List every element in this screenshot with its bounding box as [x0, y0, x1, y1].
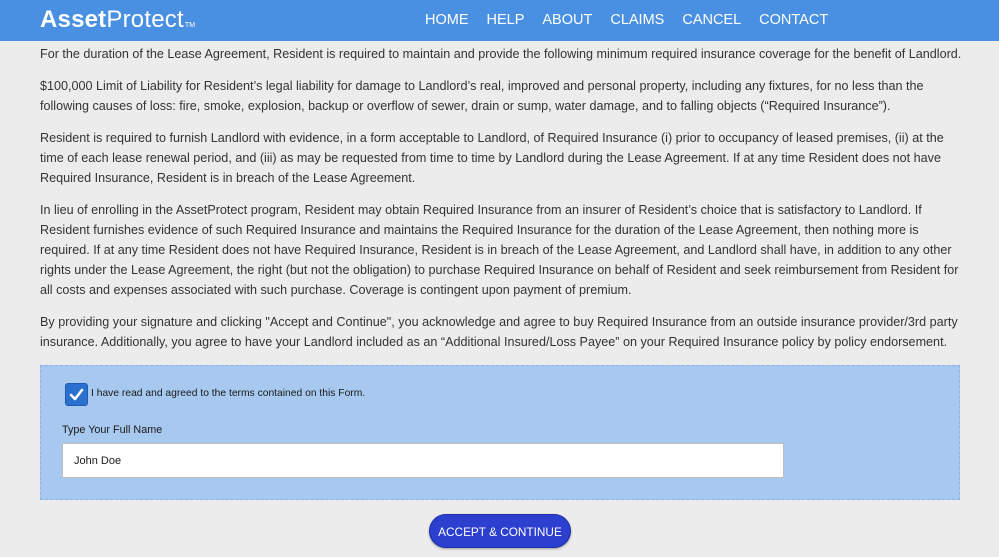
agreement-text [40, 44, 962, 364]
checkmark-icon [68, 386, 85, 403]
nav-cancel-link[interactable]: CANCEL [682, 12, 742, 28]
agreement-paragraph: By providing your signature and clicking "Accept and Continue", you acknowledge and agree to buy Required Insurance from an outside insurance provider/3rd party insurance. Additionally, you agree to have your Landlord included as an “Additional Insured/Loss Payee” on your Required Insurance policy by policy endorsement. [40, 315, 958, 349]
logo-text-bold: Asset [40, 6, 107, 33]
agree-checkbox[interactable] [65, 383, 88, 406]
top-nav-bar [0, 0, 999, 41]
logo-trademark: TM [184, 22, 196, 29]
full-name-label: Type Your Full Name [62, 424, 163, 436]
assetprotect-logo[interactable] [40, 6, 195, 34]
main-nav [425, 12, 846, 28]
agreement-paragraph: In lieu of enrolling in the AssetProtect program, Resident may obtain Required Insurance from an insurer of Resident’s choice that is satisfactory to Landlord. If Resident furnishes evidence of such Required Insurance and maintains the Required Insurance for the duration of the Lease Agreement, then nothing more is required. If at any time Resident does not have Required Insurance, Resident is in breach of the Lease Agreement, and Landlord shall have, in addition to any other rights under the Lease Agreement, the right (but not the obligation) to purchase Required Insurance on behalf of Resident and seek reimbursement from Resident for all costs and expenses associated with such purchase. Coverage is contingent upon payment of premium. [40, 203, 959, 297]
agreement-paragraph: $100,000 Limit of Liability for Resident’s legal liability for damage to Landlord’s real, improved and personal property, including any fixtures, for no less than the following causes of loss: fire, smoke, explosion, backup or overflow of sewer, drain or sump, water damage, and to falling objects (“Required Insurance”). [40, 79, 924, 113]
nav-contact-link[interactable]: CONTACT [759, 12, 829, 28]
agreement-paragraph: Resident is required to furnish Landlord with evidence, in a form acceptable to Landlord, of Required Insurance (i) prior to occupancy of leased premises, (ii) at the time of each lease renewal period, and (iii) as may be requested from time to time by Landlord during the Lease Agreement. If at any time Resident does not have Required Insurance, Resident is in breach of the Lease Agreement. [40, 131, 944, 185]
nav-home-link[interactable]: HOME [425, 12, 469, 28]
agreement-paragraph: For the duration of the Lease Agreement, Resident is required to maintain and provide the following minimum required insurance coverage for the benefit of Landlord. [40, 47, 962, 61]
logo-text-light: Protect [106, 6, 184, 33]
nav-help-link[interactable]: HELP [486, 12, 525, 28]
full-name-input[interactable] [62, 443, 784, 478]
nav-claims-link[interactable]: CLAIMS [610, 12, 665, 28]
nav-about-link[interactable]: ABOUT [542, 12, 593, 28]
agree-checkbox-label: I have read and agreed to the terms contained on this Form. [91, 388, 366, 399]
signature-form [40, 365, 960, 500]
accept-continue-button[interactable]: ACCEPT & CONTINUE [429, 514, 571, 548]
